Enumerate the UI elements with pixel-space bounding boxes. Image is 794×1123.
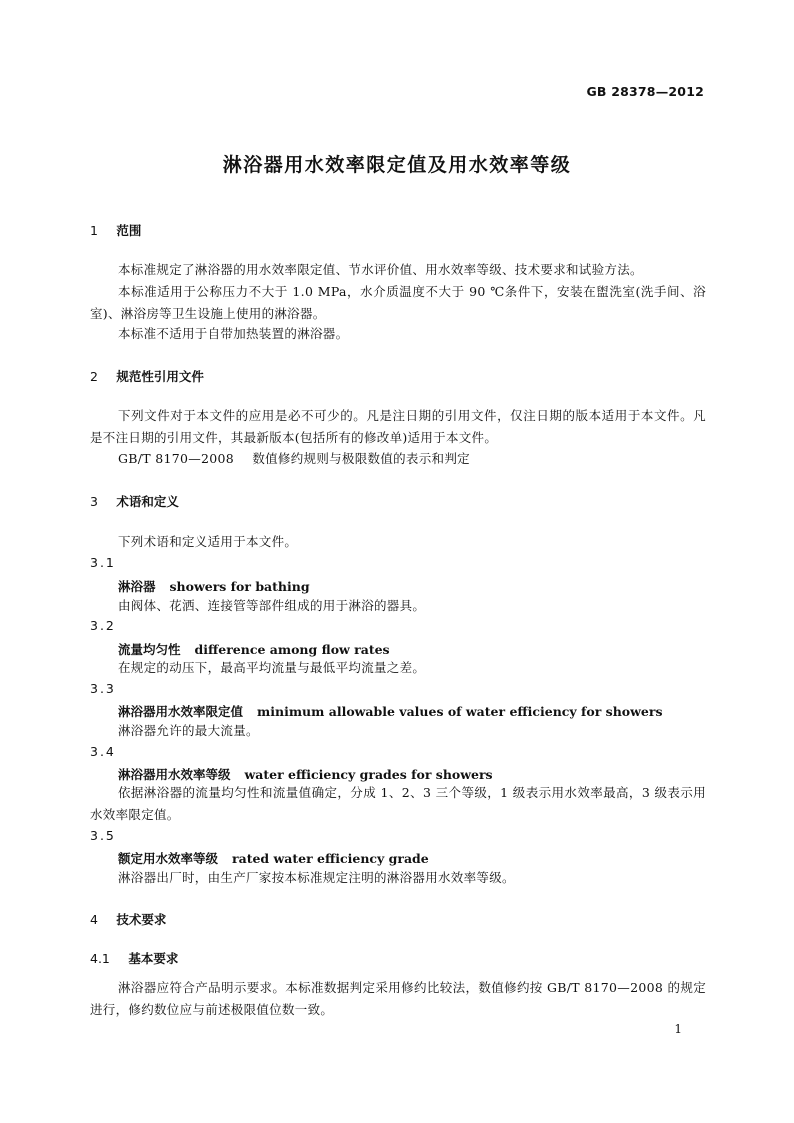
- term-number: 3.2: [90, 618, 116, 633]
- term-name-zh: 流量均匀性: [118, 642, 181, 657]
- term-number: 3.4: [90, 744, 116, 759]
- section-title: 规范性引用文件: [116, 369, 204, 384]
- term-name-zh: 淋浴器: [118, 579, 156, 594]
- standard-code: GB 28378—2012: [586, 84, 704, 99]
- section-title: 基本要求: [128, 951, 179, 966]
- term-definition: 在规定的动压下，最高平均流量与最低平均流量之差。: [118, 660, 426, 675]
- section-4-1-heading: [90, 949, 178, 967]
- section-number: 4.1: [90, 951, 110, 966]
- term-definition: 由阀体、花洒、连接管等部件组成的用于淋浴的器具。: [118, 598, 426, 613]
- term-heading: [118, 640, 390, 658]
- term-heading: [118, 765, 493, 783]
- scope-paragraph-2: 本标准适用于公称压力不大于 1.0 MPa，水介质温度不大于 90 ℃条件下，安装在盥洗室(洗手间、浴室)、淋浴房等卫生设施上使用的淋浴器。: [90, 284, 706, 321]
- section-4-heading: [90, 910, 166, 928]
- term-definition: 依据淋浴器的流量均匀性和流量值确定，分成 1、2、3 三个等级，1 级表示用水效率最高，3 级表示用水效率限定值。: [90, 785, 706, 822]
- reference-code: GB/T 8170—2008: [118, 451, 235, 466]
- term-number: 3.1: [90, 555, 116, 570]
- term-definition: 淋浴器允许的最大流量。: [118, 723, 259, 738]
- term-number: 3.3: [90, 681, 116, 696]
- terms-intro-paragraph: 下列术语和定义适用于本文件。: [118, 534, 298, 549]
- term-name-zh: 淋浴器用水效率限定值: [118, 704, 244, 719]
- term-name-zh: 淋浴器用水效率等级: [118, 767, 231, 782]
- term-name-zh: 额定用水效率等级: [118, 851, 219, 866]
- scope-paragraph-3: 本标准不适用于自带加热装置的淋浴器。: [118, 326, 349, 341]
- section-title: 术语和定义: [116, 494, 179, 509]
- term-definition: 淋浴器出厂时，由生产厂家按本标准规定注明的淋浴器用水效率等级。: [118, 870, 515, 885]
- section-title: 范围: [116, 223, 142, 238]
- term-name-en: water efficiency grades for showers: [244, 767, 493, 782]
- normative-references-paragraph: 下列文件对于本文件的应用是必不可少的。凡是注日期的引用文件，仅注日期的版本适用于本文件。凡是不注日期的引用文件，其最新版本(包括所有的修改单)适用于本文件。: [90, 408, 706, 445]
- term-heading: [118, 577, 310, 595]
- page-number: 1: [674, 1022, 682, 1036]
- term-name-en: minimum allowable values of water efficiency for showers: [257, 704, 663, 719]
- section-number: 3: [90, 494, 98, 509]
- term-heading: [118, 702, 662, 720]
- section-number: 1: [90, 223, 98, 238]
- document-title: 淋浴器用水效率限定值及用水效率等级: [222, 154, 572, 176]
- term-name-en: rated water efficiency grade: [232, 851, 429, 866]
- reference-entry: [118, 449, 470, 467]
- basic-requirements-paragraph: 淋浴器应符合产品明示要求。本标准数据判定采用修约比较法，数值修约按 GB/T 8170—2008 的规定进行，修约数位应与前述极限值位数一致。: [90, 980, 706, 1017]
- scope-paragraph-1: 本标准规定了淋浴器的用水效率限定值、节水评价值、用水效率等级、技术要求和试验方法。: [118, 262, 643, 277]
- term-name-en: showers for bathing: [169, 579, 310, 594]
- term-name-en: difference among flow rates: [194, 642, 390, 657]
- section-number: 2: [90, 369, 98, 384]
- section-2-heading: [90, 367, 204, 385]
- section-number: 4: [90, 912, 98, 927]
- term-number: 3.5: [90, 828, 116, 843]
- section-title: 技术要求: [116, 912, 167, 927]
- section-1-heading: [90, 221, 141, 239]
- term-heading: [118, 849, 429, 867]
- section-3-heading: [90, 492, 179, 510]
- reference-title: 数值修约规则与极限数值的表示和判定: [252, 451, 470, 466]
